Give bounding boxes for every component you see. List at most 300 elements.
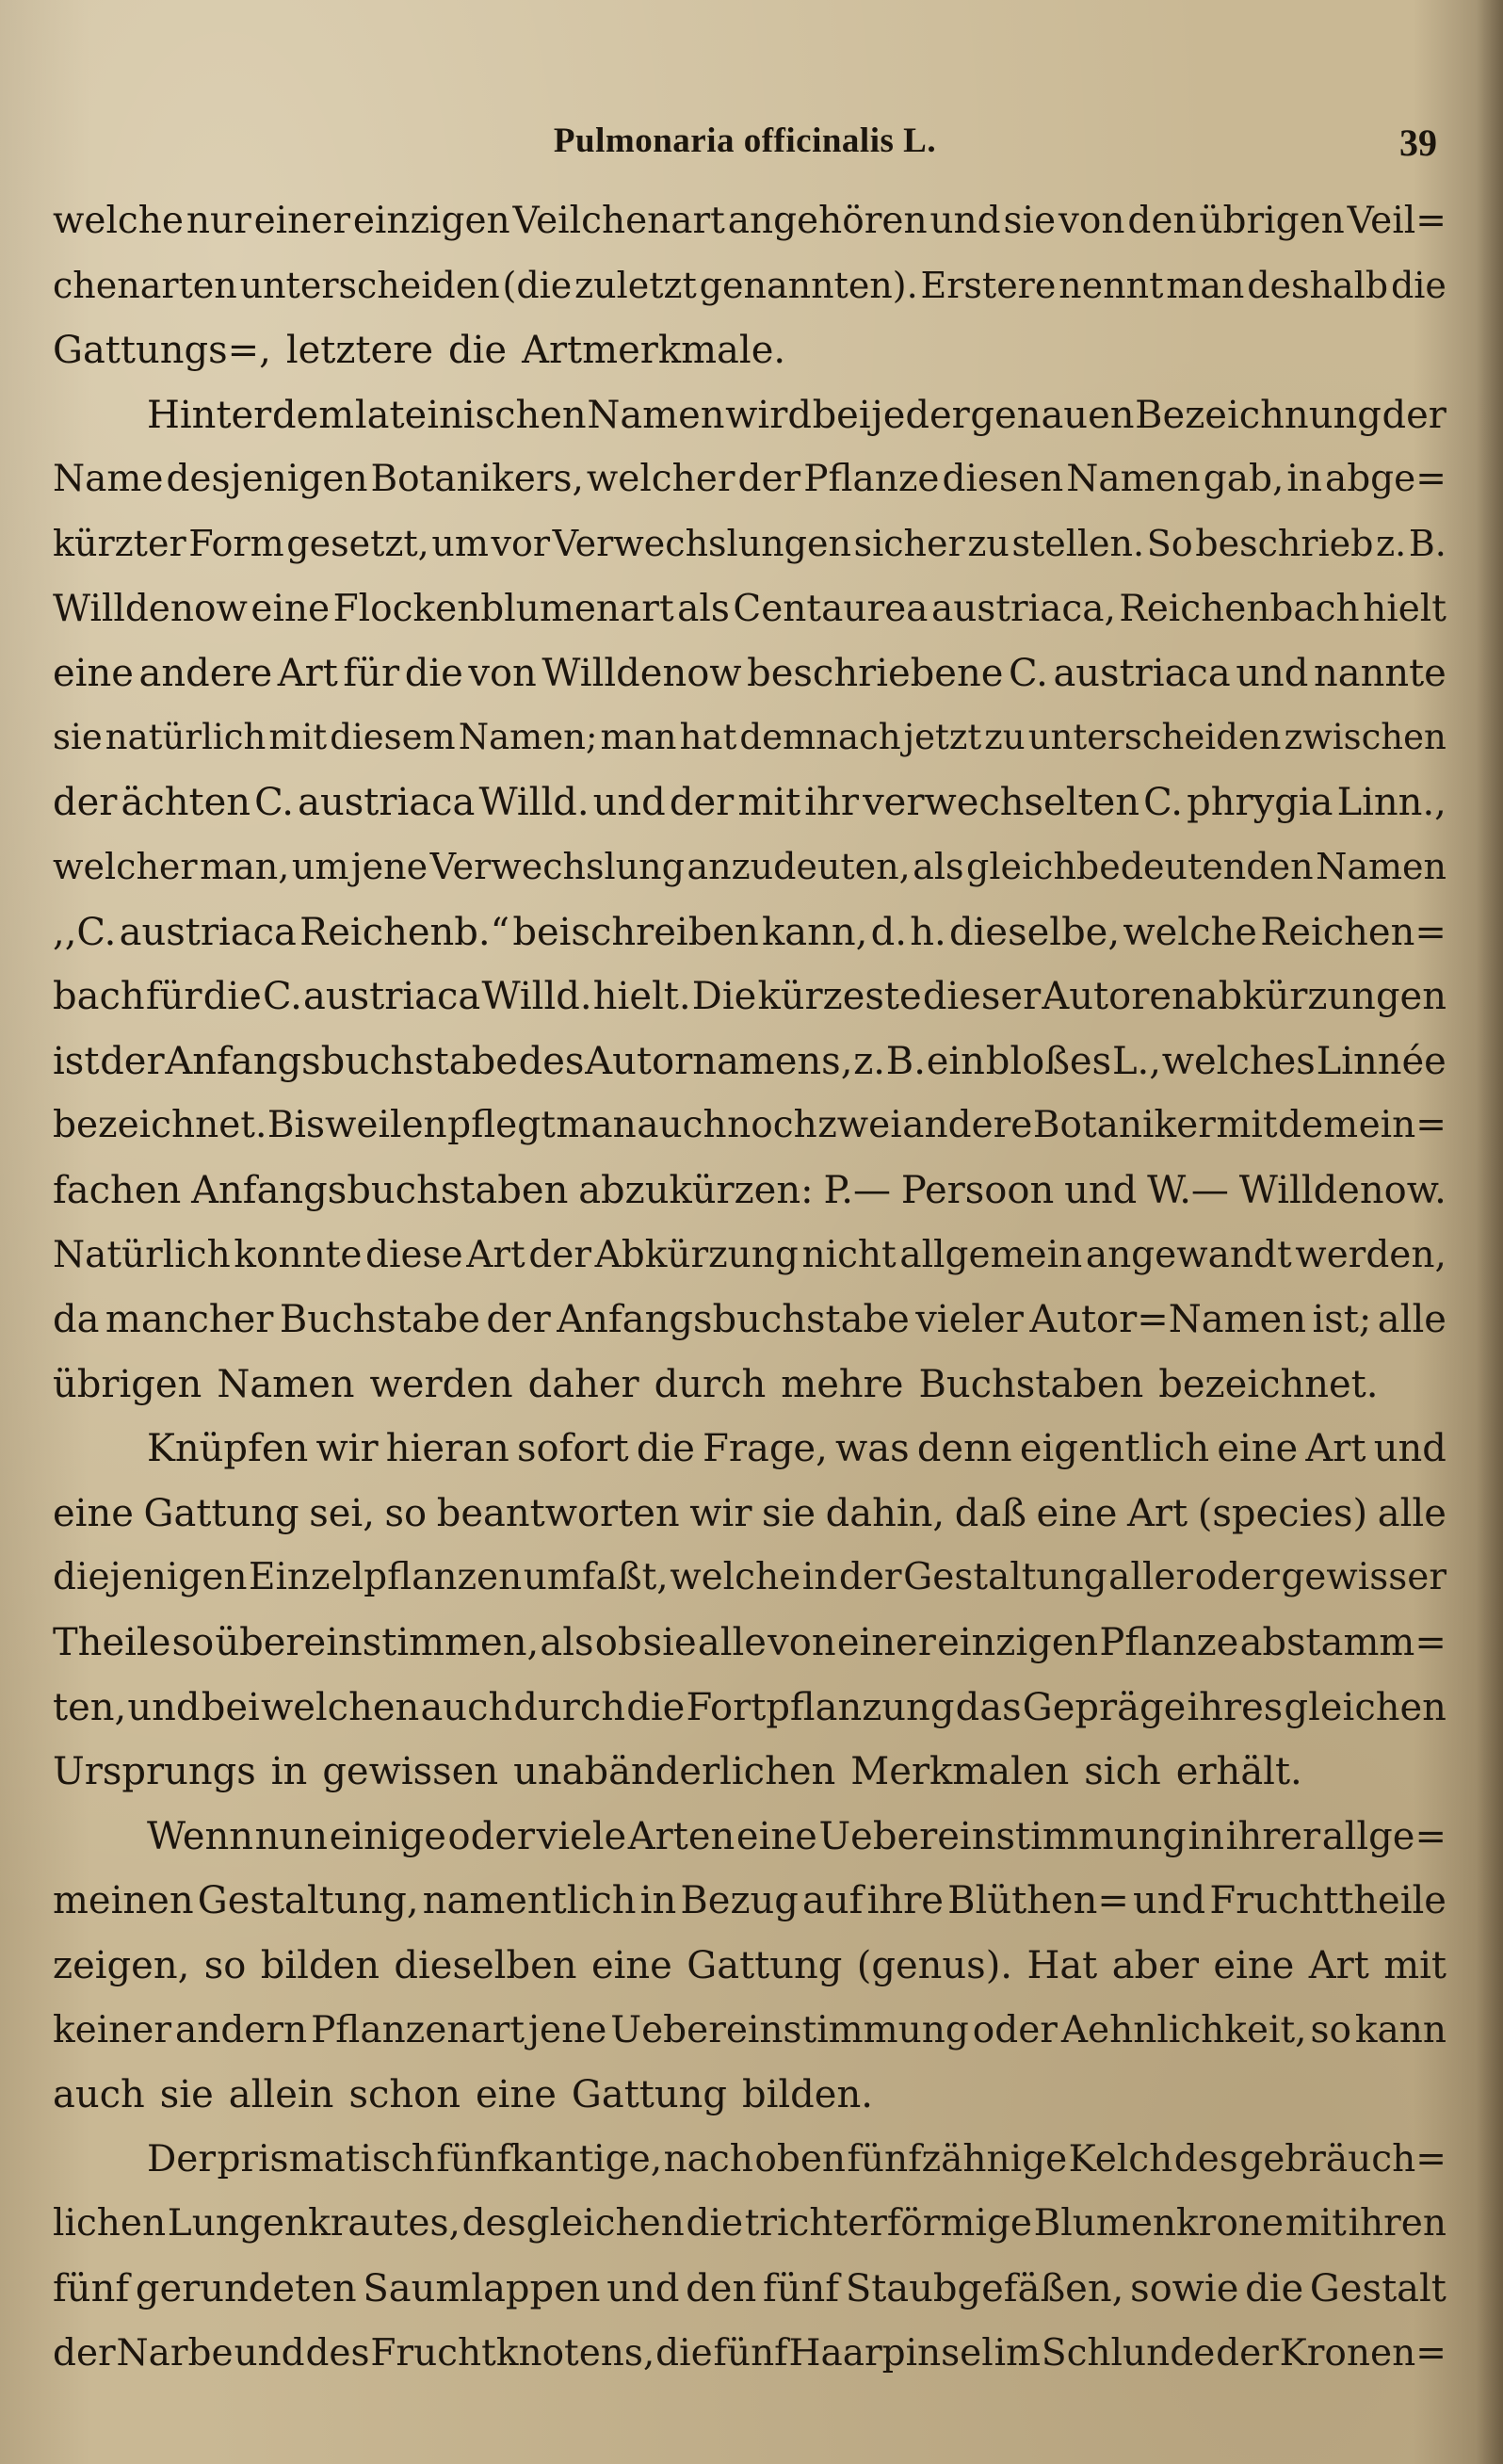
word: Ursprungs <box>53 1750 256 1794</box>
word: nannte <box>1313 652 1446 696</box>
word: Gestaltung <box>903 1556 1107 1599</box>
word: namentlich <box>422 1879 637 1923</box>
word: man <box>600 716 677 757</box>
word: anzudeuten, <box>687 845 911 887</box>
word: stellen. <box>1011 522 1145 564</box>
word: beschriebene <box>747 652 1004 696</box>
word: hieran <box>385 1427 509 1471</box>
word: und <box>1373 1427 1446 1471</box>
word: übrigen <box>1199 200 1345 242</box>
text-line <box>53 717 1446 782</box>
word: des <box>1173 2137 1238 2180</box>
word: so <box>171 1621 215 1665</box>
word: man <box>556 1104 637 1147</box>
word: sowie <box>1130 2267 1239 2310</box>
word: desjenigen <box>166 458 368 501</box>
word: wird <box>725 393 812 437</box>
word: was <box>835 1427 910 1471</box>
word: den <box>686 2267 757 2310</box>
word: ein= <box>1358 1104 1446 1147</box>
word: ist <box>53 1039 100 1083</box>
word: noch <box>727 1104 817 1147</box>
word: die <box>404 652 463 696</box>
word: der <box>1382 393 1446 437</box>
text-line <box>53 2202 1446 2267</box>
word: abstamm= <box>1239 1621 1446 1665</box>
word: des <box>305 2331 370 2375</box>
word: Gattungs=, <box>53 329 271 373</box>
word: fünf <box>762 2267 840 2310</box>
word: übereinstimmen, <box>215 1621 540 1665</box>
word: Uebereinstimmung <box>818 1814 1187 1858</box>
word: Art <box>1308 1944 1369 1988</box>
word: P.— <box>823 1168 891 1212</box>
word: Reichenb.“ <box>299 910 510 954</box>
word: C. <box>262 975 302 1019</box>
word: letztere <box>285 329 433 373</box>
word: welche <box>53 200 184 242</box>
text-line <box>53 1750 1446 1815</box>
word: mit <box>1216 1104 1278 1147</box>
word: jetzt <box>903 716 982 757</box>
word: um <box>291 845 349 887</box>
text-line <box>53 458 1446 523</box>
word: Bezeichnung <box>1135 393 1382 437</box>
word: bei <box>201 1685 260 1729</box>
word: beschrieb <box>1195 522 1374 564</box>
word: Gestalt <box>1309 2267 1446 2310</box>
word: fünfzähnige <box>847 2137 1068 2180</box>
word: und <box>592 781 666 825</box>
text-line <box>53 846 1446 911</box>
word: der <box>53 2331 116 2375</box>
word: Gattung <box>571 2073 727 2117</box>
word: wir <box>689 1491 752 1535</box>
word: eine <box>250 587 331 630</box>
word: der <box>53 781 118 825</box>
word: so <box>1310 2008 1351 2051</box>
word: trichterförmige <box>744 2202 1032 2245</box>
word: wir <box>315 1427 379 1471</box>
word: bezeichnet. <box>53 1104 267 1147</box>
word: für <box>145 975 202 1019</box>
word: der <box>838 1556 902 1599</box>
text-line <box>53 1944 1446 2009</box>
word: in <box>1188 1814 1225 1858</box>
word: nennt <box>1059 264 1164 306</box>
word: angehören <box>727 200 928 242</box>
text-line <box>53 1492 1446 1557</box>
word: gebräuch= <box>1239 2137 1446 2180</box>
word: fünfkantige, <box>436 2137 663 2180</box>
word: schon <box>348 2073 461 2117</box>
word: Fruchtknotens, <box>370 2331 655 2375</box>
word: in <box>639 1879 677 1923</box>
word: mancher <box>105 1298 274 1342</box>
word: C. <box>1008 652 1048 696</box>
word: ächten <box>121 781 251 825</box>
text-line <box>53 2267 1446 2332</box>
word: Bisweilen <box>267 1104 447 1147</box>
word: den <box>1127 200 1197 242</box>
word: diejenigen <box>53 1556 248 1599</box>
word: Reichenbach <box>1119 587 1360 630</box>
word: einer <box>253 200 350 242</box>
word: sie <box>642 1621 697 1665</box>
word: C. <box>1143 781 1184 825</box>
word: Namen <box>587 393 725 437</box>
word: Pflanze <box>803 458 940 501</box>
word: Art <box>1305 1427 1366 1471</box>
word: phrygia <box>1187 781 1333 825</box>
word: und <box>1133 1879 1206 1923</box>
word: Gepräge <box>1022 1685 1187 1729</box>
word: sich <box>1084 1750 1161 1794</box>
word: ihre <box>866 1879 944 1923</box>
text-line <box>53 1427 1446 1492</box>
word: Gestaltung, <box>197 1879 419 1923</box>
word: und <box>234 2331 305 2375</box>
word: eine <box>53 1491 134 1535</box>
word: lichen <box>53 2202 167 2245</box>
word: sie <box>159 2073 214 2117</box>
word: gleichbedeutenden <box>966 845 1314 887</box>
word: bach <box>53 975 145 1019</box>
word: hielt. <box>592 975 691 1019</box>
word: und <box>606 2267 680 2310</box>
word: der <box>669 781 735 825</box>
word: dahin, <box>825 1491 945 1535</box>
word: (genus). <box>856 1944 1013 1988</box>
word: hielt <box>1363 587 1446 630</box>
word: Flockenblumenart <box>332 587 674 630</box>
word: auch <box>420 1685 513 1729</box>
word: gesetzt, <box>286 522 429 564</box>
text-line <box>53 588 1446 653</box>
word: d. <box>870 910 907 954</box>
word: kürzeste <box>757 975 922 1019</box>
word: zu <box>967 522 1010 564</box>
word: nach <box>663 2137 753 2180</box>
text-line <box>53 394 1446 459</box>
word: einer <box>836 1621 936 1665</box>
word: eine <box>53 652 134 696</box>
word: Art <box>277 652 338 696</box>
word: natürlich <box>105 716 267 757</box>
word: fachen <box>53 1168 182 1212</box>
word: Botanikers, <box>370 458 584 501</box>
word: welchen <box>260 1685 420 1729</box>
word: gewisser <box>1281 1556 1446 1599</box>
word: (die <box>502 264 573 306</box>
word: von <box>768 1621 836 1665</box>
word: sicher <box>853 522 965 564</box>
word: Willd. <box>478 781 590 825</box>
word: gerundeten <box>135 2267 357 2310</box>
word: Namen <box>1316 845 1446 887</box>
word: Blumenkrone <box>1033 2202 1284 2245</box>
word: die <box>448 329 508 373</box>
word: Arten <box>627 1814 735 1858</box>
word: Blüthen= <box>947 1879 1129 1923</box>
word: verwechselten <box>863 781 1140 825</box>
word: der <box>486 1298 551 1342</box>
word: mit <box>268 716 328 757</box>
word: durch <box>513 1685 626 1729</box>
word: Lungenkrautes, <box>167 2202 461 2245</box>
word: gleichen <box>1284 1685 1446 1729</box>
word: einzigen <box>352 200 510 242</box>
word: desgleichen <box>461 2202 685 2245</box>
word: erhält. <box>1175 1750 1302 1794</box>
word: Pflanze <box>1099 1621 1239 1665</box>
word: ein <box>926 1039 985 1083</box>
word: bilden. <box>741 2073 873 2117</box>
word: angewandt <box>1085 1233 1292 1276</box>
word: Hinter <box>147 393 272 437</box>
word: W.— <box>1147 1168 1229 1212</box>
word: nun <box>254 1814 328 1858</box>
word: aller <box>1108 1556 1194 1599</box>
word: als <box>540 1621 594 1665</box>
word: von <box>1058 200 1125 242</box>
word: Gattung <box>143 1491 299 1535</box>
word: diesen <box>942 458 1064 501</box>
word: so <box>203 1944 247 1988</box>
text-line <box>53 1879 1446 1944</box>
word: oder <box>1194 1556 1280 1599</box>
word: Artmerkmale. <box>522 329 786 373</box>
word: Pflanzenart <box>311 2008 525 2051</box>
word: auf <box>802 1879 864 1923</box>
word: B. <box>1408 522 1446 564</box>
word: Einzelpflanzen <box>248 1556 523 1599</box>
word: zuletzt <box>574 264 697 306</box>
word: kürzter <box>53 522 186 564</box>
word: genauen <box>970 393 1135 437</box>
text-line <box>53 2332 1446 2397</box>
text-line <box>53 1234 1446 1299</box>
word: eine <box>1036 1491 1118 1535</box>
word: ihr <box>804 781 859 825</box>
word: in <box>270 1750 308 1794</box>
word: Aehnlichkeit, <box>1060 2008 1307 2051</box>
word: sie <box>1003 200 1057 242</box>
body-text <box>53 200 1446 2396</box>
word: Anfangsbuchstabe <box>557 1298 910 1342</box>
word: Schlunde <box>1041 2331 1216 2375</box>
word: abzukürzen: <box>578 1168 814 1212</box>
word: Veil= <box>1347 200 1446 242</box>
word: nicht <box>801 1233 897 1276</box>
word: chenarten <box>53 264 237 306</box>
word: dieselben <box>394 1944 577 1988</box>
word: Erstere <box>920 264 1057 306</box>
running-title: Pulmonaria officinalis L. <box>553 122 937 160</box>
text-line <box>53 329 1446 394</box>
word: die <box>686 2202 744 2245</box>
word: Natürlich <box>53 1233 231 1276</box>
word: Knüpfen <box>147 1427 309 1471</box>
text-line <box>53 781 1446 846</box>
word: alle <box>1377 1298 1446 1342</box>
word: nur <box>186 200 251 242</box>
word: zu <box>984 716 1026 757</box>
word: daß <box>954 1491 1026 1535</box>
word: Linnée <box>1316 1039 1446 1083</box>
word: So <box>1146 522 1193 564</box>
word: denn <box>916 1427 1012 1471</box>
word: andere <box>902 1104 1033 1147</box>
word: Buchstaben <box>918 1362 1144 1406</box>
word: Willdenow <box>541 652 742 696</box>
word: Wenn <box>147 1814 254 1858</box>
text-line <box>53 200 1446 265</box>
text-line <box>53 911 1446 976</box>
word: konnte <box>234 1233 363 1276</box>
word: oder <box>972 2008 1058 2051</box>
word: welches <box>1161 1039 1316 1083</box>
word: andern <box>174 2008 308 2051</box>
word: Die <box>691 975 757 1019</box>
word: vieler <box>915 1298 1024 1342</box>
word: prismatisch <box>217 2137 435 2180</box>
word: sie <box>53 716 103 757</box>
word: ist; <box>1312 1298 1372 1342</box>
word: fünf <box>53 2267 130 2310</box>
word: lateinischen <box>354 393 587 437</box>
word: ob <box>594 1621 642 1665</box>
word: allge= <box>1321 1814 1446 1858</box>
word: keiner <box>53 2008 172 2051</box>
word: dem <box>271 393 355 437</box>
word: dieser <box>922 975 1042 1019</box>
word: sofort <box>516 1427 629 1471</box>
word: Buchstabe <box>279 1298 480 1342</box>
word: bilden <box>260 1944 380 1988</box>
word: welcher <box>586 458 735 501</box>
word: und <box>1064 1168 1138 1212</box>
word: Hat <box>1026 1944 1098 1988</box>
word: Gattung <box>687 1944 843 1988</box>
word: ten, <box>53 1685 127 1729</box>
word: der <box>737 458 801 501</box>
word: werden <box>369 1362 513 1406</box>
word: zwei <box>817 1104 902 1147</box>
word: eine <box>476 2073 557 2117</box>
word: Art <box>466 1233 525 1276</box>
text-line <box>53 265 1446 330</box>
word: austriaca, <box>930 587 1116 630</box>
word: andere <box>138 652 273 696</box>
text-line <box>53 1686 1446 1751</box>
word: eine <box>735 1814 817 1858</box>
word: alle <box>697 1621 767 1665</box>
word: hat <box>679 716 737 757</box>
word: so <box>384 1491 428 1535</box>
word: Botaniker <box>1032 1104 1216 1147</box>
word: Linn., <box>1336 781 1446 825</box>
word: deshalb <box>1247 264 1389 306</box>
word: alle <box>1377 1491 1446 1535</box>
word: Abkürzung <box>594 1233 799 1276</box>
word: Narbe <box>116 2331 234 2375</box>
text-line <box>53 1040 1446 1105</box>
word: Willd. <box>481 975 592 1019</box>
word: Centaurea <box>733 587 929 630</box>
word: Theile <box>53 1621 171 1665</box>
word: Autorenabkürzungen <box>1042 975 1446 1019</box>
word: kann <box>1354 2008 1446 2051</box>
word: mit <box>737 781 801 825</box>
running-head <box>53 121 1437 177</box>
word: umfaßt, <box>523 1556 669 1599</box>
word: fünf <box>713 2331 788 2375</box>
word: die <box>636 1427 695 1471</box>
text-line <box>53 1556 1446 1621</box>
word: und <box>929 200 1001 242</box>
text-line <box>53 2073 1446 2138</box>
word: demnach <box>739 716 901 757</box>
word: gewissen <box>322 1750 499 1794</box>
word: dieselbe, <box>949 910 1121 954</box>
word: meinen <box>53 1879 194 1923</box>
word: jene <box>527 2008 607 2051</box>
word: Persoon <box>900 1168 1055 1212</box>
text-line <box>53 1363 1446 1428</box>
word: Namen <box>1066 458 1201 501</box>
word: man <box>1166 264 1245 306</box>
word: die <box>655 2331 713 2375</box>
word: von <box>468 652 537 696</box>
word: B. <box>885 1039 926 1083</box>
word: beischreiben <box>512 910 759 954</box>
word: Bezug <box>680 1879 799 1923</box>
word: auch <box>53 2073 145 2117</box>
word: Saumlappen <box>363 2267 601 2310</box>
word: oben <box>754 2137 847 2180</box>
word: aber <box>1111 1944 1199 1988</box>
text-line <box>53 1621 1446 1686</box>
word: vor <box>491 522 551 564</box>
word: in <box>801 1556 838 1599</box>
word: viele <box>536 1814 627 1858</box>
word: Verwechslung <box>429 845 685 887</box>
word: und <box>1236 652 1309 696</box>
word: und <box>127 1685 201 1729</box>
word: Art <box>1127 1491 1188 1535</box>
word: z. <box>853 1039 885 1083</box>
word: der <box>1216 2331 1279 2375</box>
word: Anfangsbuchstabe <box>165 1039 518 1083</box>
word: Fruchttheile <box>1209 1879 1446 1923</box>
word: unabänderlichen <box>513 1750 836 1794</box>
word: (species) <box>1197 1491 1368 1535</box>
text-line <box>53 652 1446 717</box>
word: Anfangsbuchstaben <box>191 1168 569 1212</box>
word: beantworten <box>436 1491 680 1535</box>
word: welche <box>1123 910 1257 954</box>
word: Namen <box>217 1362 355 1406</box>
word: Frage, <box>703 1427 828 1471</box>
word: einzigen <box>937 1621 1099 1665</box>
word: sei, <box>309 1491 375 1535</box>
word: man, <box>200 845 290 887</box>
word: welche <box>670 1556 801 1599</box>
word: L., <box>1111 1039 1161 1083</box>
word: eigentlich <box>1019 1427 1210 1471</box>
text-line <box>53 1815 1446 1880</box>
